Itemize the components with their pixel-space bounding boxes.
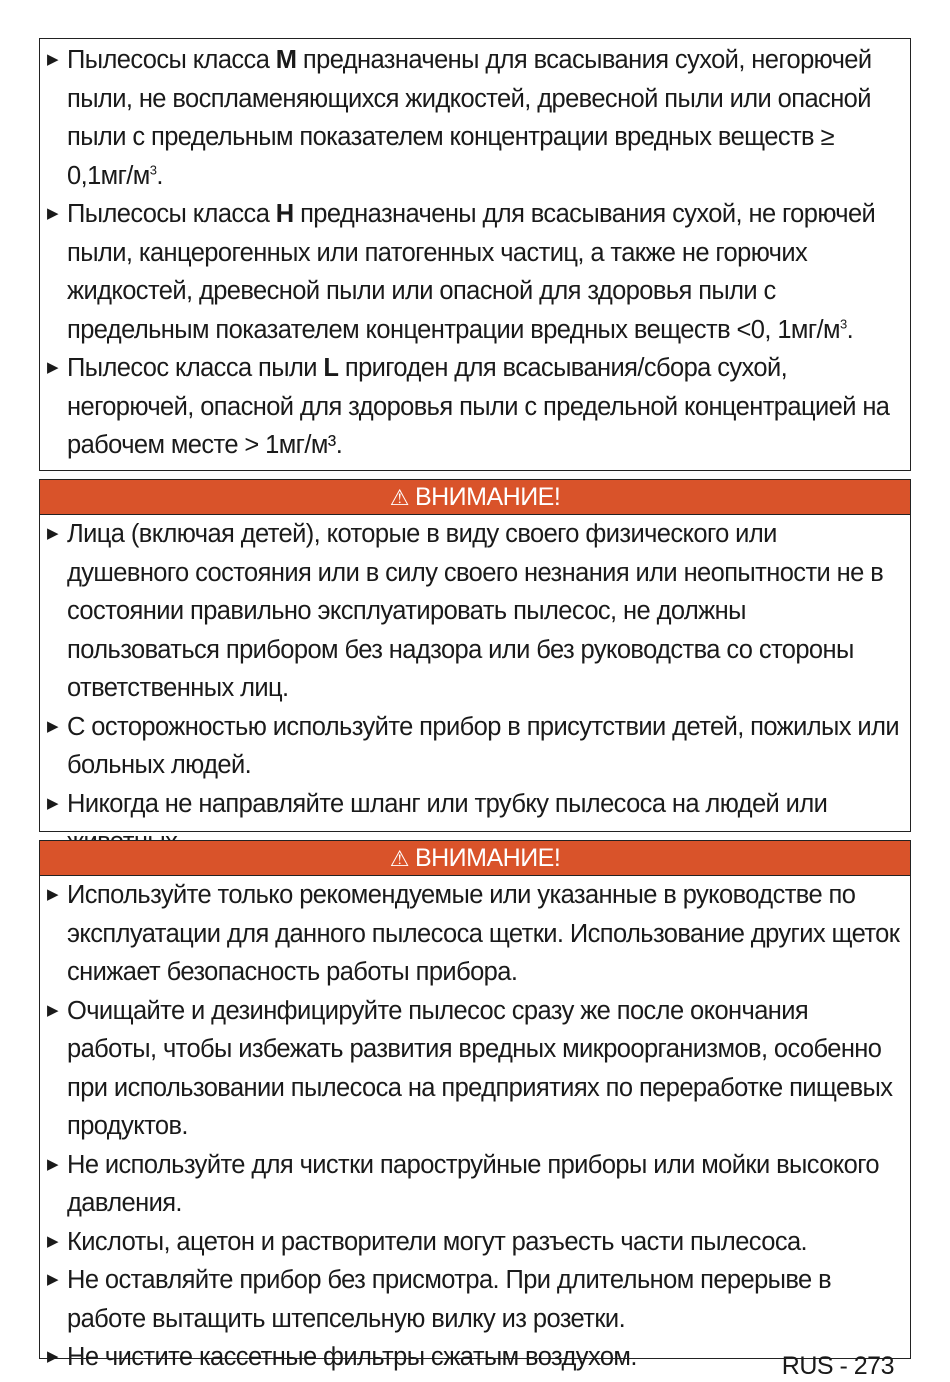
warning-box-1 <box>39 479 911 832</box>
bullet-arrow-icon: ▶ <box>47 51 58 68</box>
list-item-text: Очищайте и дезинфицируйте пылесос сразу же после окончания работы, чтобы избежать развития вредных микроорганизмов, особенно при использовании пылесоса на предприятиях по переработке пищевых продуктов. <box>67 996 893 1140</box>
dust-class-list <box>40 39 910 465</box>
list-item <box>47 515 904 708</box>
list-item-text: . <box>846 315 854 344</box>
list-item <box>47 349 904 465</box>
list-item-text: Пылесос класса пыли <box>67 354 324 382</box>
list-item-text: Не чистите кассетные фильтры сжатым воздухом. <box>67 1343 637 1371</box>
list-item <box>47 195 904 349</box>
list-item-text: Пылесосы класса <box>67 200 276 228</box>
bullet-arrow-icon: ▶ <box>47 205 58 222</box>
warning-list-1 <box>40 515 910 862</box>
list-item-text: предназначены для всасывания сухой, не горючей пыли, канцерогенных или патогенных частиц, а также не горючих жидкостей, древесной пыли или опасной для здоровья пыли с предельным показателем концентрации вредных веществ <0, 1мг/м <box>67 200 876 344</box>
bullet-arrow-icon: ▶ <box>47 1232 58 1250</box>
warning-header-2 <box>40 841 910 876</box>
list-item <box>47 1146 904 1223</box>
list-item <box>47 1223 904 1262</box>
bullet-arrow-icon: ▶ <box>47 717 58 735</box>
list-item-text: С осторожностью используйте прибор в присутствии детей, пожилых или больных людей. <box>67 712 899 779</box>
list-item <box>47 876 904 992</box>
list-item-text: пригоден для всасывания/сбора сухой, негорючей, опасной для здоровья пыли с предельной концентрацией на рабочем месте > 1мг/м³. <box>67 354 890 459</box>
list-item-text: Лица (включая детей), которые в виду своего физического или душевного состояния или в силу своего незнания или неопытности не в состоянии правильно эксплуатировать пылесос, не должны пользоваться прибором без надзора или без руководства со стороны ответственных лиц. <box>67 520 884 702</box>
warning-header-1 <box>40 480 910 515</box>
bullet-arrow-icon: ▶ <box>47 525 58 542</box>
list-item-text: Кислоты, ацетон и растворители могут разъесть части пылесоса. <box>67 1227 808 1256</box>
bullet-arrow-icon: ▶ <box>47 886 58 903</box>
bullet-arrow-icon: ▶ <box>47 359 58 376</box>
list-item-text: Пылесосы класса <box>67 46 276 74</box>
bullet-arrow-icon: ▶ <box>47 794 58 812</box>
bullet-arrow-icon: ▶ <box>47 1271 58 1288</box>
page-number: RUS - 273 <box>781 1352 894 1380</box>
list-item-text: 3 <box>839 316 847 331</box>
list-item <box>47 41 904 195</box>
bullet-arrow-icon: ▶ <box>47 1348 58 1365</box>
list-item-text: 3 <box>149 162 157 177</box>
list-item <box>47 1261 904 1338</box>
list-item <box>47 708 904 785</box>
dust-class-box <box>39 38 911 471</box>
list-item-text: Никогда не направляйте шланг или трубку пылесоса на людей или <box>67 789 828 818</box>
dust-class-letter: M <box>275 46 297 74</box>
list-item <box>47 992 904 1146</box>
list-item-text: Не оставляйте прибор без присмотра. При длительном перерыве в работе вытащить штепсельную вилку из розетки. <box>67 1266 832 1333</box>
bullet-arrow-icon: ▶ <box>47 1155 58 1173</box>
list-item-text: предназначены для всасывания сухой, негорючей пыли, не воспламеняющихся жидкостей, древесной пыли или опасной пыли с предельным показателем концентрации вредных веществ ≥ 0,1мг/м <box>67 46 872 190</box>
warning-list-2 <box>40 876 910 1377</box>
dust-class-letter: L <box>323 354 339 382</box>
warning-triangle-icon: ⚠ <box>389 485 409 510</box>
warning-title: ВНИМАНИЕ! <box>414 483 561 511</box>
warning-triangle-icon: ⚠ <box>389 846 409 871</box>
dust-class-letter: H <box>275 200 294 228</box>
warning-title: ВНИМАНИЕ! <box>414 844 561 872</box>
list-item-text: . <box>156 161 163 190</box>
bullet-arrow-icon: ▶ <box>47 1001 58 1019</box>
list-item-text: Не используйте для чистки пароструйные приборы или мойки высокого давления. <box>67 1150 879 1217</box>
list-item <box>47 1338 904 1377</box>
list-item-text: Используйте только рекомендуемые или указанные в руководстве по эксплуатации для данного пылесоса щетки. Использование других щеток снижает безопасность работы прибора. <box>67 881 900 986</box>
